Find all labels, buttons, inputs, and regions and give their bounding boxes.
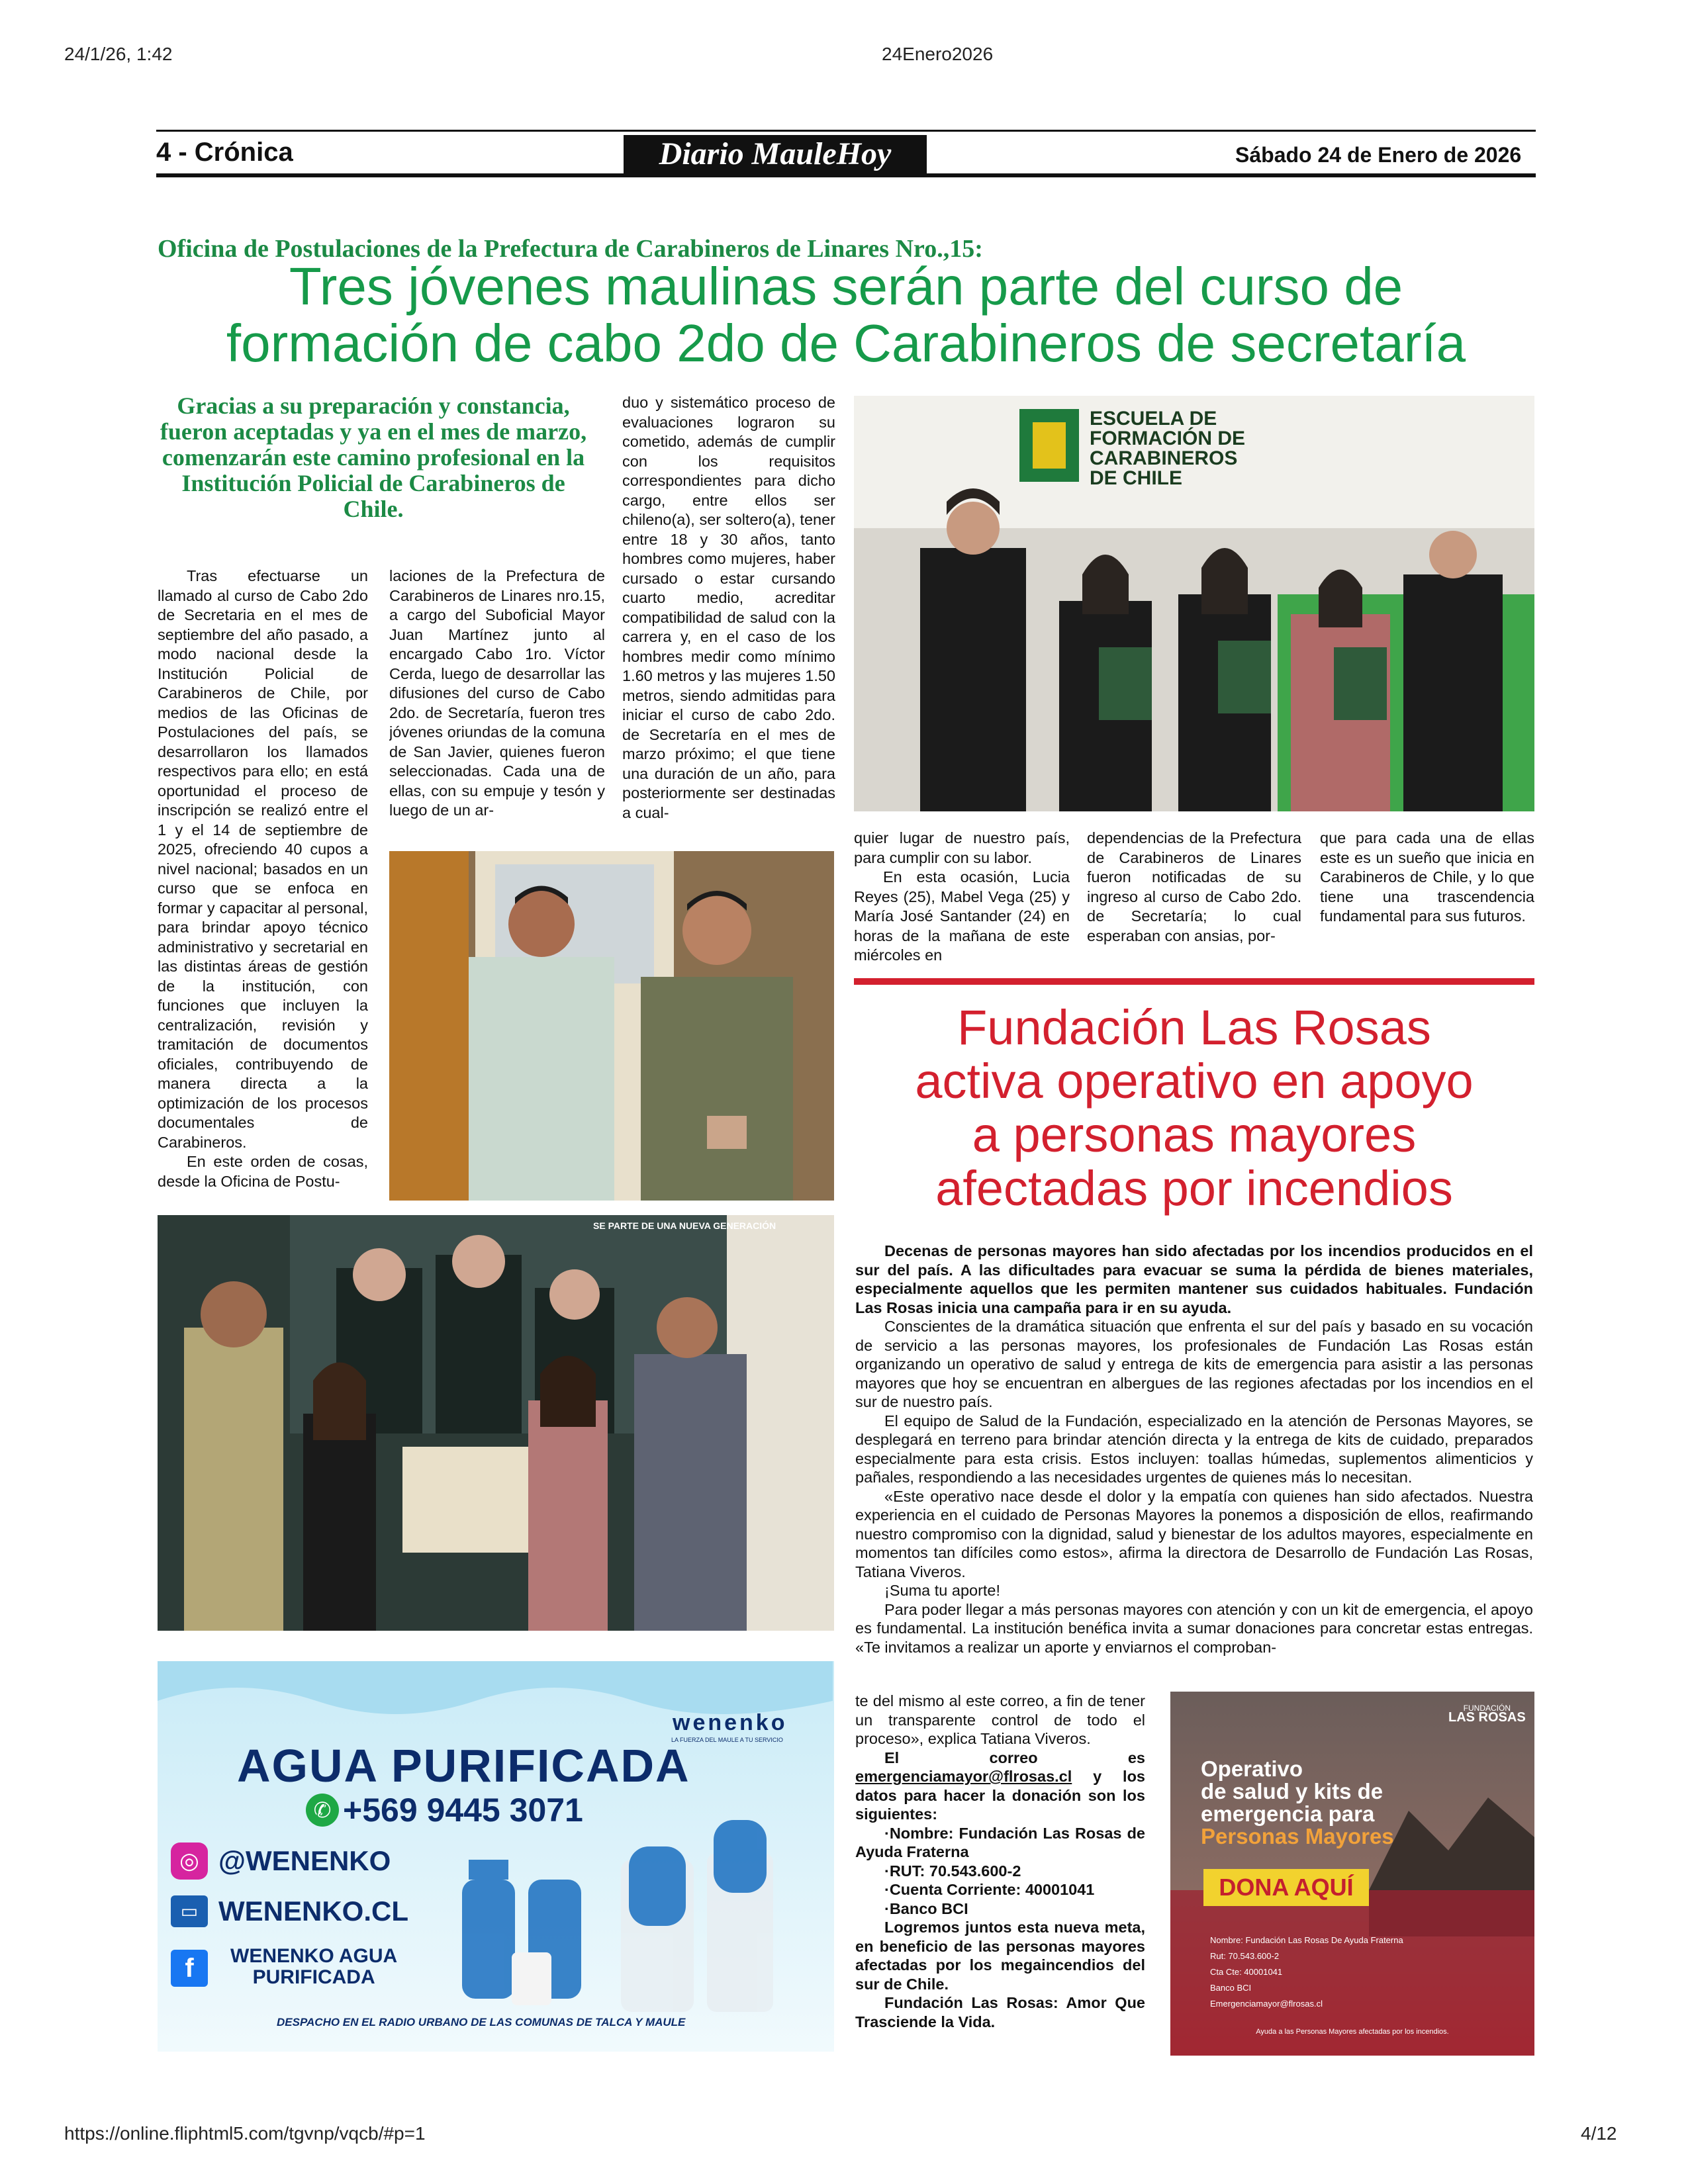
ad-las-rosas-brand-small: FUNDACIÓN	[1463, 1704, 1511, 1713]
ad-las-rosas-details	[1210, 1933, 1403, 2012]
ad-wenenko-instagram[interactable]: @WENENKO	[218, 1845, 391, 1876]
print-doc-title: 24Enero2026	[882, 44, 994, 64]
article1-headline	[156, 258, 1536, 372]
article2-p3: «Este operativo nace desde el dolor y la empatía con quienes han sido afectados. Nuestra experiencia en el cuidado de Personas Mayores la ponemos a disposición de ellos, reafirmando nuestro compromiso con la dignidad, salud y bienestar de los adultos mayores, especialmente en momentos tan difíciles como estos», afirma la directora de Desarrollo de Fundación Las Rosas, Tatiana Viveros.	[855, 1487, 1533, 1580]
ad-las-rosas-detail-account: Cta Cte: 40001041	[1210, 1967, 1283, 1977]
article2-lead: Decenas de personas mayores han sido afectadas por los incendios producidos en el sur del país. A las dificultades para evacuar se suma la pérdida de bienes materiales, especialmente aquellos que les permiten mantener sus cuidados habituales. Fundación Las Rosas inicia una campaña para ir en su ayuda.	[855, 1242, 1533, 1316]
article2-p2: El equipo de Salud de la Fundación, especializado en la atención de Personas Mayores, se desplegará en terreno para brindar atención directa y la entrega de kits de cuidado, preparados especialmente para esta crisis. Estos incluyen: toallas húmedas, suplementos alimenticios y pañales, respondiendo a las necesidades urgentes de quienes más lo necesitan.	[855, 1412, 1533, 1486]
article2-p5: Para poder llegar a más personas mayores con atención y con un kit de emergencia, el apoyo es fundamental. La institución benéfica invita a sumar donaciones para concretar estas entregas. «Te invitamos a realizar un aporte y enviarnos el comproban-	[855, 1600, 1533, 1656]
ad-las-rosas-brand-name: LAS ROSAS	[1448, 1710, 1526, 1725]
article1-photo-book-art	[158, 1215, 834, 1631]
facebook-icon: f	[171, 1950, 208, 1987]
newspaper-logo: Diario MauleHoy	[624, 135, 927, 173]
print-url[interactable]: https://online.fliphtml5.com/tgvnp/vqcb/#p=1	[64, 2123, 426, 2144]
ad-las-rosas-title-1: Operativo	[1201, 1756, 1303, 1781]
section-label: 4 - Crónica	[156, 138, 293, 167]
photo1-sign-line4: DE CHILE	[1090, 467, 1183, 489]
article2-closing: Logremos juntos esta nueva meta, en beneficio de las personas mayores afectadas por los megaincendios del sur de Chile.	[855, 1919, 1145, 1993]
print-datetime: 24/1/26, 1:42	[64, 44, 173, 64]
article2-p4: ¡Suma tu aporte!	[884, 1582, 1001, 1599]
article1-photo-office	[389, 851, 834, 1201]
article1-kicker: Oficina de Postulaciones de la Prefectura de Carabineros de Linares Nro.,15:	[158, 235, 983, 263]
photo3-banner: SE PARTE DE UNA NUEVA GENERACIÓN	[593, 1220, 776, 1231]
instagram-icon: ◎	[171, 1843, 208, 1880]
ad-las-rosas-detail-email: Emergenciamayor@flrosas.cl	[1210, 1999, 1323, 2009]
ad-las-rosas[interactable]	[1170, 1692, 1534, 2056]
article1-col1	[158, 567, 368, 1203]
article1-col1-p1: Tras efectuarse un llamado al curso de Cabo 2do de Secretaria en el mes de septiembre del año pasado, a modo nacional desde la Institución Policial de Carabineros de Chile, por medios de las Oficinas de Postulaciones del país, se desarrollaron los llamados respectivos para ello; en está oportunidad el proceso de inscripción se realizó entre el 1 y el 14 de septiembre de 2025, ofreciendo 40 cupos a nivel nacional; basados en un curso que se enfoca en formar y capacitar al personal, para brindar apoyo técnico administrativo y secretarial en las distintas áreas de gestión de la institución, con funciones que incluyen la centralización, revisión y tramitación de documentos oficiales, contribuyendo de manera directa a la optimización de los procesos documentales de Carabineros.	[158, 567, 368, 1151]
web-icon: ▭	[171, 1895, 208, 1927]
masthead-bottom-rule	[156, 173, 1536, 177]
article1-col6-p1: que para cada una de ellas este es un sueño que inicia en Carabineros de Chile, y lo que tiene una trascendencia fundamental para sus futuros.	[1320, 829, 1534, 925]
article1-col5-p1: dependencias de la Prefectura de Carabineros de Linares fueron notificadas de su ingreso al curso de Cabo 2do. de Secretaría; lo cual esperaban con ansias, por-	[1087, 829, 1301, 944]
article-divider	[854, 978, 1534, 985]
article2-signoff: Fundación Las Rosas: Amor Que Trasciende la Vida.	[855, 1994, 1145, 2030]
article2-bank-rut: ·RUT: 70.543.600-2	[884, 1862, 1021, 1880]
ad-las-rosas-title-4: Personas Mayores	[1201, 1824, 1394, 1848]
article2-headline	[854, 1001, 1534, 1215]
ad-wenenko-delivery: DESPACHO EN EL RADIO URBANO DE LAS COMUNAS DE TALCA Y MAULE	[277, 2016, 686, 2028]
ad-wenenko-facebook-2: PURIFICADA	[252, 1966, 375, 1988]
article1-headline-line2: formación de cabo 2do de Carabineros de secretaría	[226, 314, 1466, 373]
article2-headline-line3: a personas mayores	[972, 1107, 1417, 1162]
ad-wenenko[interactable]	[158, 1661, 834, 2052]
ad-wenenko-brand: wenenko	[673, 1710, 788, 1735]
article2-email-outro: y los datos para hacer la donación son los siguientes:	[855, 1768, 1145, 1823]
article2-headline-line2: activa operativo en apoyo	[915, 1054, 1474, 1109]
ad-las-rosas-detail-rut: Rut: 70.543.600-2	[1210, 1951, 1280, 1961]
article2-email-intro: El correo es	[884, 1749, 1145, 1766]
ad-wenenko-web[interactable]: WENENKO.CL	[218, 1895, 408, 1927]
article2-body	[855, 1242, 1533, 1689]
article1-col3-p1: duo y sistemático proceso de evaluaciones lograron su cometido, además de cumplir con los requisitos correspondientes para dicho cargo, entre ellos ser chileno(a), ser soltero(a), tener entre 18 y 30 años, tanto hombres como mujeres, haber cursado o estar cursando cuarto medio, acreditar compatibilidad de salud con la carrera y, en el caso de los hombres medir como mínimo 1.60 metros y las mujeres 1.50 metros, siendo admitidas para iniciar el curso de cabo 2do. de Secretaría en el mes de marzo próximo; el que tiene una duración de un año, para posteriormente ser destinadas a cual-	[622, 394, 835, 821]
article2-headline-line4: afectadas por incendios	[935, 1161, 1453, 1216]
ad-wenenko-tagline: LA FUERZA DEL MAULE A TU SERVICIO	[671, 1737, 783, 1743]
ad-wenenko-phone[interactable]: +569 9445 3071	[343, 1792, 583, 1829]
article1-col4-p2: En esta ocasión, Lucia Reyes (25), Mabel Vega (25) y María José Santander (24) en horas de la mañana de este miércoles en	[854, 868, 1070, 964]
article1-col3	[622, 393, 835, 841]
article1-photo-office-art	[389, 851, 834, 1201]
whatsapp-icon: ✆	[306, 1794, 339, 1827]
masthead-top-rule	[156, 130, 1536, 132]
ad-wenenko-facebook[interactable]	[230, 1946, 397, 1988]
photo1-sign	[1090, 409, 1245, 488]
article1-headline-line1: Tres jóvenes maulinas serán parte del curso de	[289, 257, 1403, 316]
article2-bank-bank: ·Banco BCI	[884, 1899, 968, 1917]
article1-col5	[1087, 829, 1301, 968]
article1-col4-p1: quier lugar de nuestro país, para cumplir con su labor.	[854, 829, 1070, 866]
ad-las-rosas-title-3: emergencia para	[1201, 1801, 1375, 1826]
article2-headline-line1: Fundación Las Rosas	[957, 1000, 1431, 1055]
ad-las-rosas-title-2: de salud y kits de	[1201, 1779, 1383, 1803]
photo1-sign-line1: ESCUELA DE	[1090, 408, 1217, 430]
article2-email-link[interactable]: emergenciamayor@flrosas.cl	[855, 1768, 1072, 1785]
article1-col4	[854, 829, 1070, 968]
article2-p5b: te del mismo al este correo, a fin de tener un transparente control de todo el proceso», explica Tatiana Viveros.	[855, 1692, 1145, 1747]
article1-col2	[389, 567, 605, 839]
article1-photo-group	[854, 396, 1534, 811]
article1-col2-p1: laciones de la Prefectura de Carabineros de Linares nro.15, a cargo del Suboficial Mayor Juan Martínez junto al encargado Cabo 1ro. Víctor Cerda, luego de desarrollar las difusiones del curso de Cabo 2do. de Secretaría, fueron tres jóvenes oriundas de la comuna de San Javier, quienes fueron seleccionadas. Cada una de ellas, con su empuje y tesón y luego de un ar-	[389, 567, 605, 819]
article1-deck: Gracias a su preparación y constancia, fueron aceptadas y ya en el mes de marzo, comenzarán este camino profesional en la Institución Policial de Carabineros de Chile.	[160, 392, 587, 522]
ad-wenenko-facebook-1: WENENKO AGUA	[230, 1945, 398, 1967]
ad-las-rosas-brand	[1448, 1704, 1526, 1725]
ad-las-rosas-detail-bank: Banco BCI	[1210, 1983, 1252, 1993]
ad-las-rosas-title	[1201, 1758, 1394, 1848]
ad-las-rosas-footer: Ayuda a las Personas Mayores afectadas por los incendios.	[1256, 2028, 1449, 2036]
article1-col1-p2: En este orden de cosas, desde la Oficina de Postu-	[158, 1153, 368, 1190]
article2-bank-name: ·Nombre: Fundación Las Rosas de Ayuda Fraterna	[855, 1824, 1145, 1860]
print-page-count: 4/12	[1581, 2123, 1617, 2144]
article2-p1: Conscientes de la dramática situación que enfrenta el sur del país y basado en su vocación de servicio a las personas mayores, los profesionales de Fundación Las Rosas están organizando un operativo de salud y entrega de kits de emergencia para asistir a las personas mayores que hoy se encuentran en albergues de las regiones afectadas por los incendios en el sur de nuestro país.	[855, 1318, 1533, 1410]
ad-las-rosas-donate-button[interactable]: DONA AQUÍ	[1203, 1869, 1369, 1906]
article1-photo-book	[158, 1215, 834, 1631]
article2-narrow-col	[855, 1692, 1145, 2045]
ad-las-rosas-detail-name: Nombre: Fundación Las Rosas De Ayuda Fraterna	[1210, 1935, 1403, 1945]
photo1-sign-line3: CARABINEROS	[1090, 447, 1238, 469]
photo1-sign-line2: FORMACIÓN DE	[1090, 428, 1245, 449]
article2-bank-account: ·Cuenta Corriente: 40001041	[884, 1881, 1095, 1898]
article1-col6	[1320, 829, 1534, 968]
ad-wenenko-title: AGUA PURIFICADA	[237, 1740, 690, 1792]
issue-date: Sábado 24 de Enero de 2026	[1235, 143, 1522, 167]
